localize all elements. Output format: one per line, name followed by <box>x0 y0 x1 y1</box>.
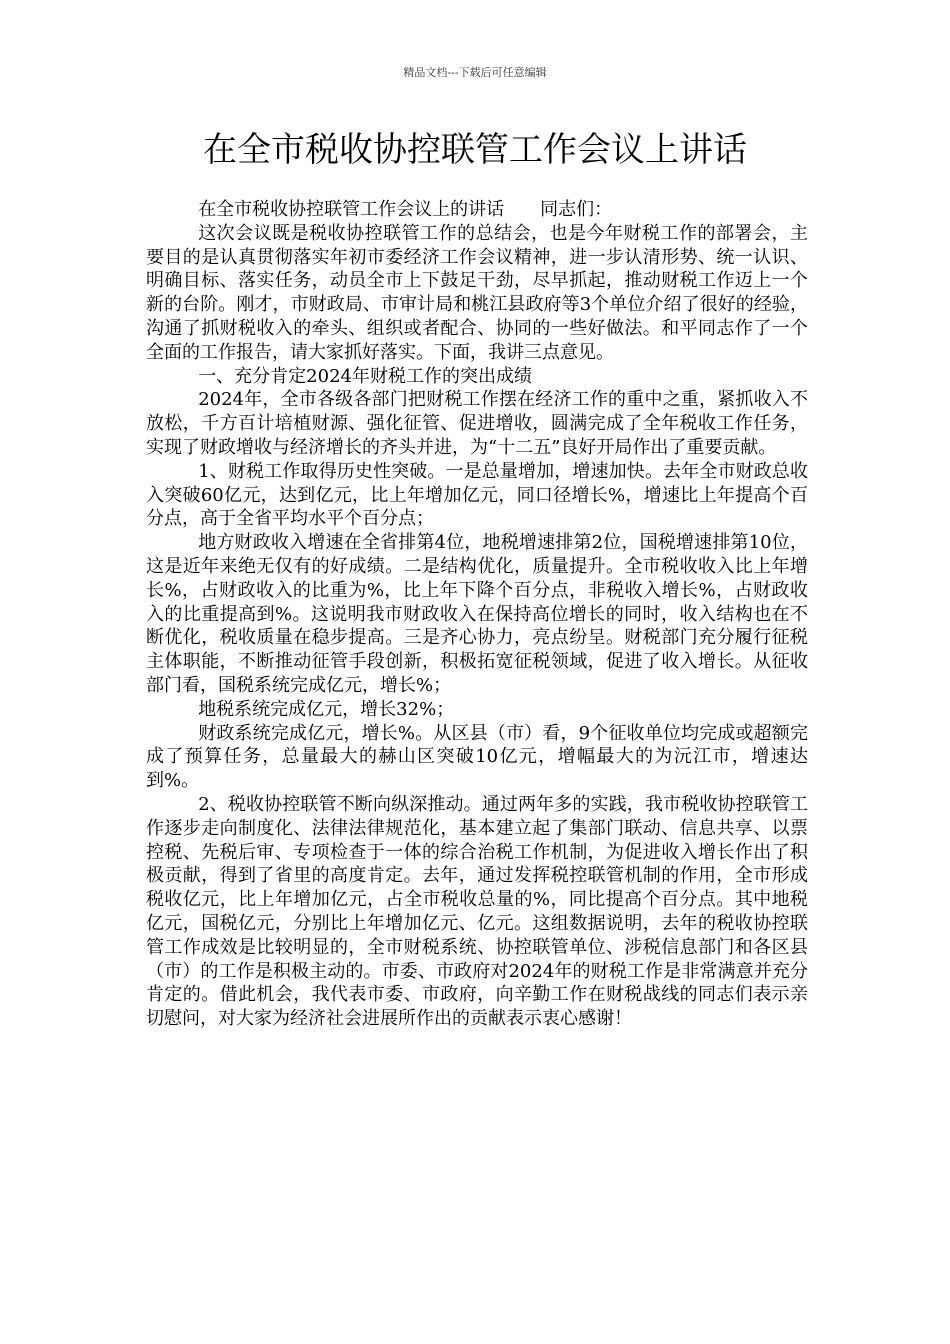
paragraph-2024-overview: 2024年，全市各级各部门把财税工作摆在经济工作的重中之重，紧抓收入不放松，千方百计培植财源、强化征管、促进增收，圆满完成了全年税收工作任务，实现了财政增收与经济增长的齐头并进，为“十二五”良好开局作出了重要贡献。 <box>146 389 808 458</box>
paragraph-local-revenue: 地方财政收入增速在全省排第4位，地税增速排第2位，国税增速排第10位，这是近年来绝无仅有的好成绩。二是结构优化，质量提升。全市税收收入比上年增长%，占财政收入的比重为%，比上年下降个百分点，非税收入增长%，占财政收入的比重提高到%。这说明我市财政收入在保持高位增长的同时，收入结构也在不断优化，税收质量在稳步提高。三是齐心协力，亮点纷呈。财税部门充分履行征税主体职能，不断推动征管手段创新，积极拓宽征税领域，促进了收入增长。从征收部门看，国税系统完成亿元，增长%； <box>146 532 808 696</box>
paragraph-point-1: 1、财税工作取得历史性突破。一是总量增加，增速加快。去年全市财政总收入突破60亿元，达到亿元，比上年增加亿元，同口径增长%，增速比上年提高个百分点，高于全省平均水平个百分点； <box>146 460 808 530</box>
paragraph-intro: 这次会议既是税收协控联管工作的总结会，也是今年财税工作的部署会，主要目的是认真贯彻落实年初市委经济工作会议精神，进一步认清形势、统一认识、明确目标、落实任务，动员全市上下鼓足干劲，尽早抓起，推动财税工作迈上一个新的台阶。刚才，市财政局、市审计局和桃江县政府等3个单位介绍了很好的经验，沟通了抓财税收入的牵头、组织或者配合、协同的一些好做法。和平同志作了一个全面的工作报告，请大家抓好落实。下面，我讲三点意见。 <box>146 222 808 363</box>
section-heading-1: 一、充分肯定2024年财税工作的突出成绩 <box>198 365 532 387</box>
paragraph-finance-system: 财政系统完成亿元，增长%。从区县（市）看，9个征收单位均完成或超额完成了预算任务，总量最大的赫山区突破10亿元，增幅最大的为沅江市，增速达到%。 <box>146 722 808 792</box>
paragraph-local-tax: 地税系统完成亿元，增长32%； <box>198 698 455 720</box>
paragraph-point-2: 2、税收协控联管不断向纵深推动。通过两年多的实践，我市税收协控联管工作逐步走向制度化、法律法律规范化，基本建立起了集部门联动、信息共享、以票控税、先税后审、专项检查于一体的综合治税工作机制，为促进收入增长作出了积极贡献，得到了省里的高度肯定。去年，通过发挥税控联管机制的作用，全市形成税收亿元，比上年增加亿元，占全市税收总量的%，同比提高个百分点。其中地税亿元，国税亿元，分别比上年增加亿元、亿元。这组数据说明，去年的税收协控联管工作成效是比较明显的，全市财税系统、协控联管单位、涉税信息部门和各区县（市）的工作是积极主动的。市委、市政府对2024年的财税工作是非常满意并充分肯定的。借此机会，我代表市委、市政府，向辛勤工作在财税战线的同志们表示亲切慰问，对大家为经济社会进展所作出的贡献表示衷心感谢！ <box>146 793 808 1030</box>
document-title: 在全市税收协控联管工作会议上讲话 <box>203 130 747 170</box>
header-note: 精品文档---下载后可任意编辑 <box>403 66 547 79</box>
paragraph-salutation: 在全市税收协控联管工作会议上的讲话 同志们： <box>198 199 613 220</box>
document-body <box>146 198 808 1031</box>
